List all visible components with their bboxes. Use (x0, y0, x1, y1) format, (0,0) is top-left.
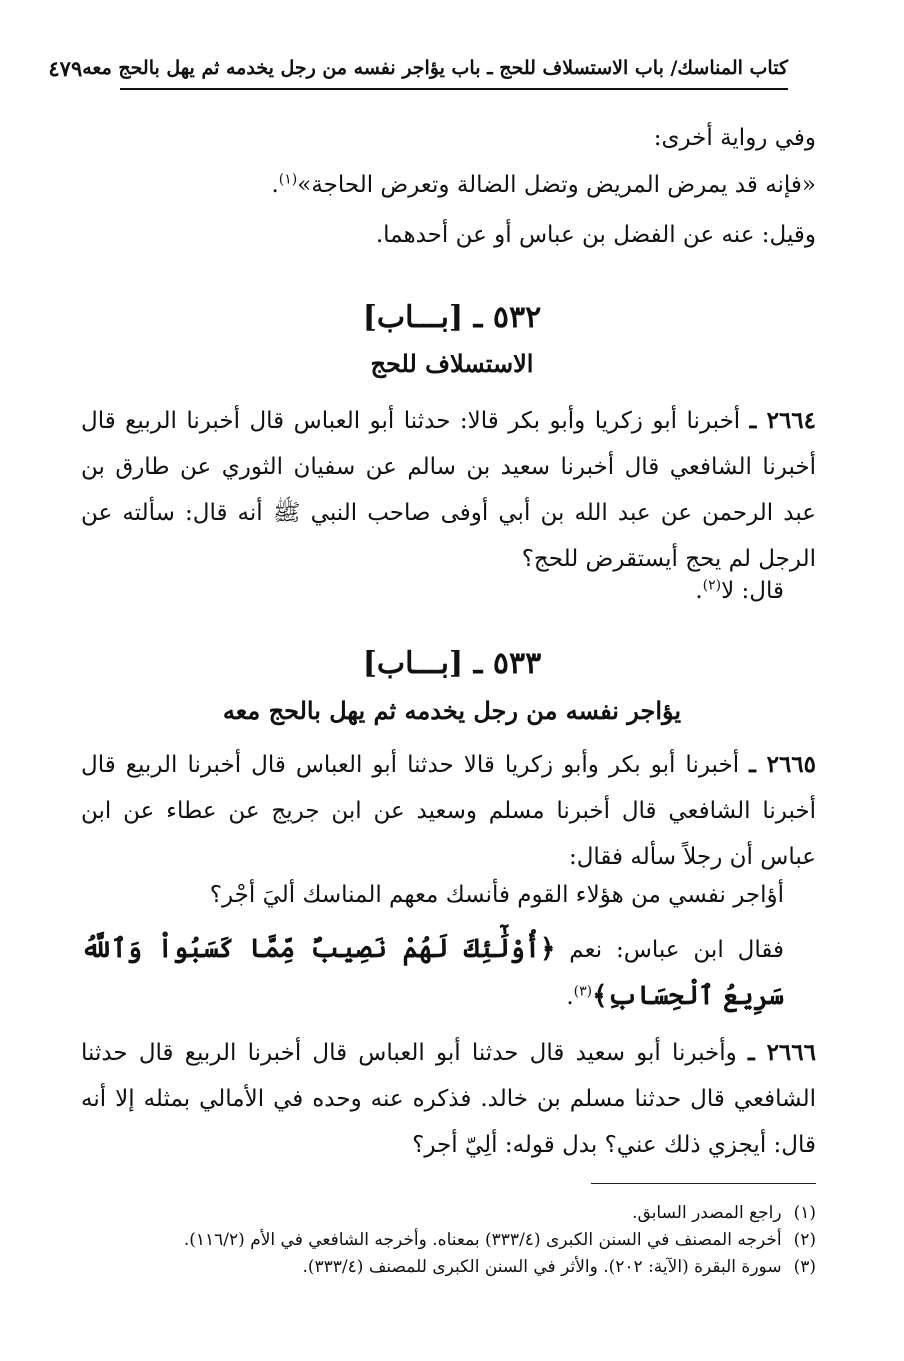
hadith-2665 (81, 742, 816, 880)
chapter-532-title: الاستسلاف للحج (370, 349, 534, 378)
chapter-533-title: يؤاجر نفسه من رجل يخدمه ثم يهل بالحج معه (222, 696, 682, 725)
header-title: كتاب المناسك/ باب الاستسلاف للحج ـ باب يؤاجر نفسه من رجل يخدمه ثم يهل بالحج معه (82, 57, 788, 79)
footnotes (76, 1200, 816, 1281)
footnote-2-text: أخرجه المصنف في السنن الكبرى (٣٣٣/٤) بمعناه. وأخرجه الشافعي في الأم (١١٦/٢). (183, 1230, 782, 1250)
intro-quote: «فإنه قد يمرض المريض وتضل الضالة وتعرض الحاجة» (297, 172, 816, 198)
hadith-2666-text: وأخبرنا أبو سعيد قال حدثنا أبو العباس قال أخبرنا الربيع قال حدثنا الشافعي قال حدثنا مسلم بن خالد. فذكره عنه وحده في الأمالي بمثله إلا أنه قال: أيجزي ذلك عني؟ بدل قوله: ألِيّ أجر؟ (81, 1040, 816, 1158)
hadith-2664-text: أخبرنا أبو زكريا وأبو بكر قالا: حدثنا أبو العباس قال أخبرنا الربيع قال أخبرنا الشافعي قال أخبرنا سعيد بن سالم عن سفيان الثوري عن طارق بن عبد الرحمن عن عبد الله بن أبي أوفى صاحب النبي ﷺ أنه قال: سألته عن الرجل لم يحج أيستقرض للحج؟ (81, 408, 816, 572)
footnote-2 (76, 1227, 816, 1254)
hadith-2665-answer: فقال ابن عباس: نعم ﴿أُوْلَٰٓئِكَ لَهُمْ نَصِيبٌ مِّمَّا كَسَبُواْ وَٱللَّهُ سَرِيعُ ٱلْحِسَابِ﴾$^{(٣)}$. (81, 934, 784, 1011)
hadith-2666 (81, 1030, 816, 1168)
footnote-ref-1: (١) (278, 171, 298, 188)
hadith-2665-text: أخبرنا أبو بكر وأبو زكريا قالا حدثنا أبو العباس قال أخبرنا الربيع قال أخبرنا الشافعي قال أخبرنا مسلم وسعيد عن ابن جريج عن عطاء عن ابن عباس أن رجلاً سأله فقال: (81, 752, 816, 870)
footnote-ref-3: (٣) (573, 983, 593, 1000)
chapter-532-number: ٥٣٢ ـ [بـــاب] (362, 300, 542, 335)
footnote-1-text: راجع المصدر السابق. (632, 1203, 782, 1223)
footnote-3-text: سورة البقرة (الآية: ٢٠٢). والأثر في السنن الكبرى للمصنف (٣٣٣/٤). (302, 1257, 782, 1277)
intro-line-1: وفي رواية أخرى: (653, 125, 816, 151)
footnote-ref-2: (٢) (702, 577, 722, 594)
hadith-2665-number: ٢٦٦٥ ـ (749, 751, 817, 778)
quran-verse: ﴿أُوْلَٰٓئِكَ لَهُمْ نَصِيبٌ مِّمَّا كَسَبُواْ وَٱللَّهُ سَرِيعُ ٱلْحِسَابِ﴾ (81, 934, 784, 1011)
chapter-533-number: ٥٣٣ ـ [بـــاب] (362, 646, 542, 681)
hadith-2666-number: ٢٦٦٦ ـ (747, 1039, 816, 1066)
footnote-separator (591, 1183, 816, 1184)
hadith-2665-answer-prefix: فقال ابن عباس: نعم (569, 937, 784, 963)
footnote-2-number: (٢) (793, 1230, 816, 1250)
footnote-1 (76, 1200, 816, 1227)
page-number: ٤٧٩ (48, 55, 83, 81)
hadith-2664-number: ٢٦٦٤ ـ (749, 407, 817, 434)
intro-line-2: «فإنه قد يمرض المريض وتضل الضالة وتعرض الحاجة»$^{(١)}$. (271, 171, 816, 198)
hadith-2664-answer: قال: لا (721, 578, 784, 604)
footnote-3 (76, 1254, 816, 1281)
intro-line-3: وقيل: عنه عن الفضل بن عباس أو عن أحدهما. (375, 222, 816, 248)
hadith-2665-question: أؤاجر نفسي من هؤلاء القوم فأنسك معهم المناسك أليَ أجْر؟ (209, 882, 784, 908)
hadith-2664 (81, 398, 816, 582)
hadith-2664-answer-line: قال: لا$^{(٢)}$. (695, 577, 784, 604)
footnote-3-number: (٣) (793, 1257, 816, 1277)
running-header (48, 52, 788, 90)
footnote-1-number: (١) (793, 1203, 816, 1223)
